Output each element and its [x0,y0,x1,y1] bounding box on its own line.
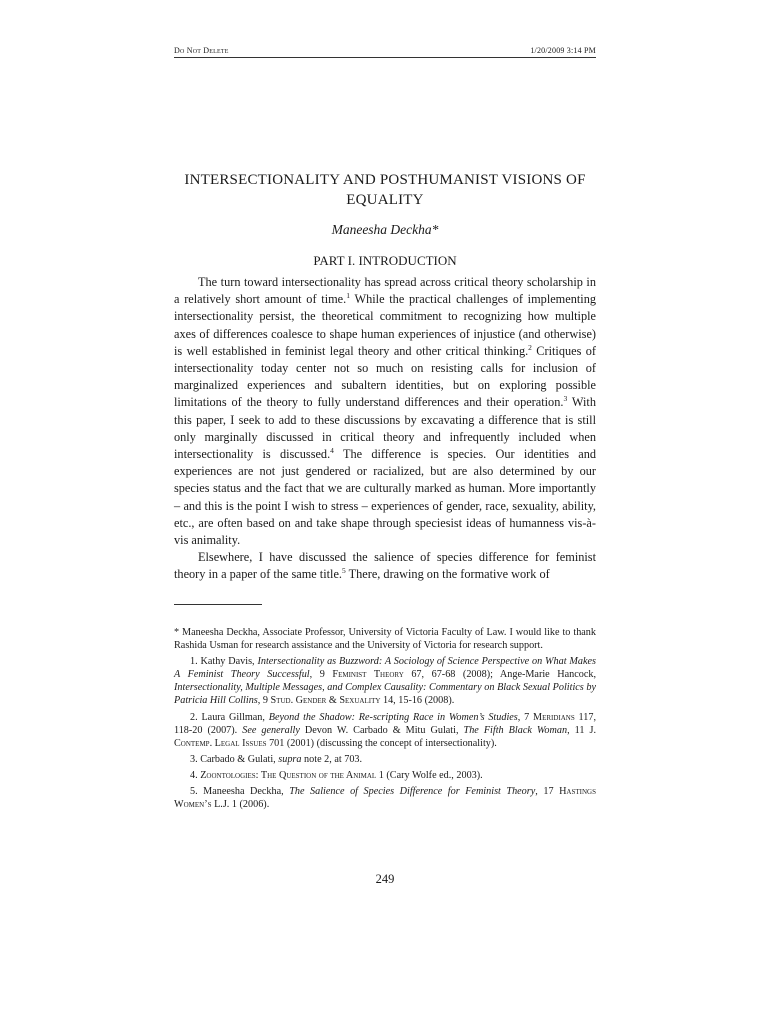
footnote-1: 1. Kathy Davis, Intersectionality as Buzzword: A Sociology of Science Perspective on What Makes A Feminist Theory Successful, 9 Feminist Theory 67, 67-68 (2008); Ange-Marie Hancock, Intersectionality, Multiple Messages, and Complex Causality: Commentary on Black Sexual Politics by Patricia Hill Collins, 9 Stud. Gender & Sexuality 14, 15-16 (2008). [174,656,597,707]
body-sentence: Elsewhere, I have discussed the salience of species difference for feminist theory in a paper of the same title. [174,550,596,582]
footnotes [174,626,596,814]
article-title: INTERSECTIONALITY AND POSTHUMANIST VISIONS OF EQUALITY [184,172,586,208]
body-sentence: While the practical challenges of implementing intersectionality persist, the theoretical commitment to recognizing how multiple axes of differences coalesce to shape human experiences of injustice (and otherwise) is well established in feminist legal theory and other critical thinking. [174,292,596,358]
footnote-divider [174,604,262,605]
footnote-ref[interactable]: 2 [528,342,532,352]
body-sentence: With this paper, I seek to add to these discussions by excavating a difference that is still only marginally discussed in critical theory and infrequently included when intersectionality is discussed. [174,395,596,462]
body-paragraph [174,549,596,583]
footnote-2: 2. Laura Gillman, Beyond the Shadow: Re-scripting Race in Women’s Studies, 7 Meridians 117, 118-20 (2007). See generally Devon W. Carbado & Mitu Gulati, The Fifth Black Woman, 11 J. Contemp. Legal Issues 701 (2001) (discussing the concept of intersectionality). [174,711,597,749]
footnote-ref[interactable]: 4 [330,445,334,455]
footnote-star: * Maneesha Deckha, Associate Professor, University of Victoria Faculty of Law. I would like to thank Rashida Usman for research assistance and the University of Victoria for research support. [174,627,596,652]
body-sentence: The difference is species. Our identities and experiences are not just gendered or racialized, but are also determined by our species status and the fact that we are culturally marked as human. More importantly – and this is the point I wish to stress – experiences of gender, race, sexuality, ability, etc., are often based on and take shape through speciesist ideas of humanness vis-à-vis animality. [174,447,596,548]
running-header [174,46,596,58]
body-paragraph [174,274,596,549]
footnote-4: 4. Zoontologies: The Question of the Animal 1 (Cary Wolfe ed., 2003). [190,769,483,781]
footnote-ref[interactable]: 5 [342,566,346,576]
body-sentence: The turn toward intersectionality has spread across critical theory scholarship in a relatively short amount of time. [174,275,596,307]
section-heading: PART I. INTRODUCTION [313,253,457,268]
header-timestamp: 1/20/2009 3:14 PM [530,46,596,55]
body-text [174,274,596,584]
body-sentence: Critiques of intersectionality today center not so much on resisting calls for inclusion of marginalized experiences and subaltern identities, but on exploring possible limitations of the theory to fully understand differences and their operation. [174,343,597,410]
footnote-5: 5. Maneesha Deckha, The Salience of Species Difference for Feminist Theory, 17 Hastings Women’s L.J. 1 (2006). [174,786,596,811]
header-left-label: Do Not Delete [174,46,229,55]
footnote-3: 3. Carbado & Gulati, supra note 2, at 703. [190,753,363,765]
body-sentence: There, drawing on the formative work of [348,567,550,582]
page-number: 249 [375,872,395,886]
footnote-ref[interactable]: 1 [346,291,350,301]
footnote-ref[interactable]: 3 [563,394,568,404]
author-name: Maneesha Deckha* [331,222,439,237]
